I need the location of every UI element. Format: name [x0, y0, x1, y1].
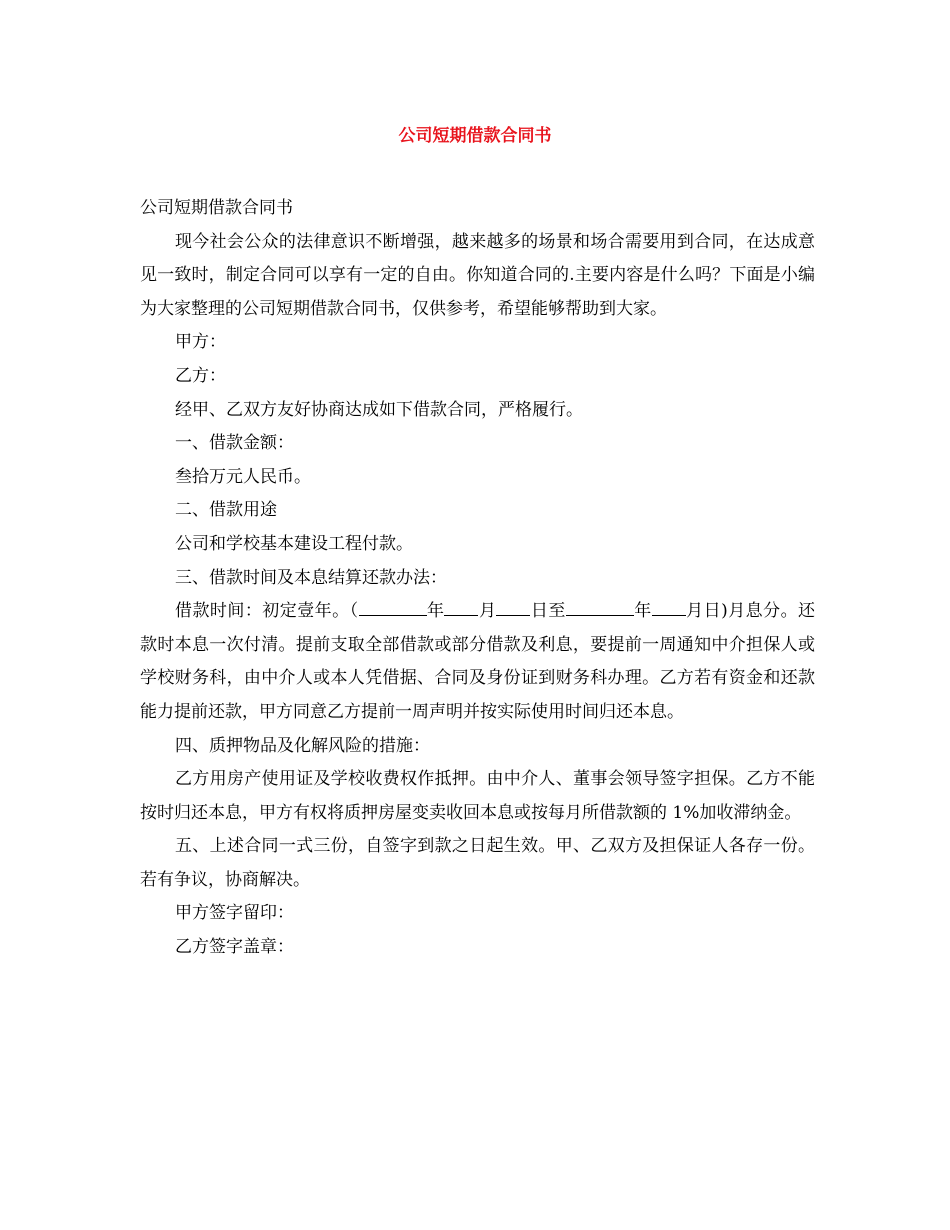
section-2-text: 公司和学校基本建设工程付款。 — [175, 533, 413, 554]
document-body — [140, 192, 815, 965]
blank-month-end — [652, 601, 686, 616]
section-4-text: 乙方用房产使用证及学校收费权作抵押。由中介人、董事会领导签字担保。乙方不能按时归还本息，甲方有权将质押房屋变卖收回本息或按每月所借款额的 1%加收滞纳金。 — [140, 769, 815, 823]
signature-party-b: 乙方签字盖章： — [175, 937, 294, 958]
blank-month-start — [444, 601, 478, 616]
section-1-text: 叁拾万元人民币。 — [175, 466, 311, 487]
heading-line: 公司短期借款合同书 — [140, 198, 293, 218]
section-3-title: 三、借款时间及本息结算还款办法： — [175, 567, 447, 588]
loan-term-year-label: 年 — [426, 601, 445, 622]
blank-year-start — [359, 601, 427, 616]
party-b-line: 乙方： — [175, 365, 226, 386]
loan-term-lead: 借款时间：初定壹年。（ — [175, 601, 359, 622]
loan-term-year-end-label: 年 — [633, 601, 652, 622]
document-title: 公司短期借款合同书 — [398, 126, 552, 146]
loan-term-month-label: 月 — [478, 601, 497, 622]
section-5-text: 五、上述合同一式三份，自签字到款之日起生效。甲、乙双方及担保证人各存一份。若有争议，协商解决。 — [140, 836, 815, 890]
section-3-text — [140, 595, 815, 729]
section-4-title: 四、质押物品及化解风险的措施： — [175, 735, 430, 756]
blank-day-start — [496, 601, 530, 616]
party-a-line: 甲方： — [175, 332, 226, 353]
loan-term-day-to-label: 日至 — [530, 601, 566, 622]
section-1-title: 一、借款金额： — [175, 433, 294, 454]
section-2-title: 二、借款用途 — [175, 500, 277, 521]
intro-paragraph: 现今社会公众的法律意识不断增强，越来越多的场景和场合需要用到合同，在达成意见一致时，制定合同可以享有一定的自由。你知道合同的.主要内容是什么吗？下面是小编为大家整理的公司短期借款合同书，仅供参考，希望能够帮助到大家。 — [140, 231, 815, 319]
agreement-line: 经甲、乙双方友好协商达成如下借款合同，严格履行。 — [175, 399, 583, 420]
blank-year-end — [566, 601, 634, 616]
loan-term-rest: 月日)月息分。还款时本息一次付清。提前支取全部借款或部分借款及利息，要提前一周通知中介担保人或学校财务科，由中介人或本人凭借据、合同及身份证到财务科办理。乙方若有资金和还款能力提前还款，甲方同意乙方提前一周声明并按实际使用时间归还本息。 — [140, 601, 816, 722]
signature-party-a: 甲方签字留印： — [175, 903, 294, 924]
